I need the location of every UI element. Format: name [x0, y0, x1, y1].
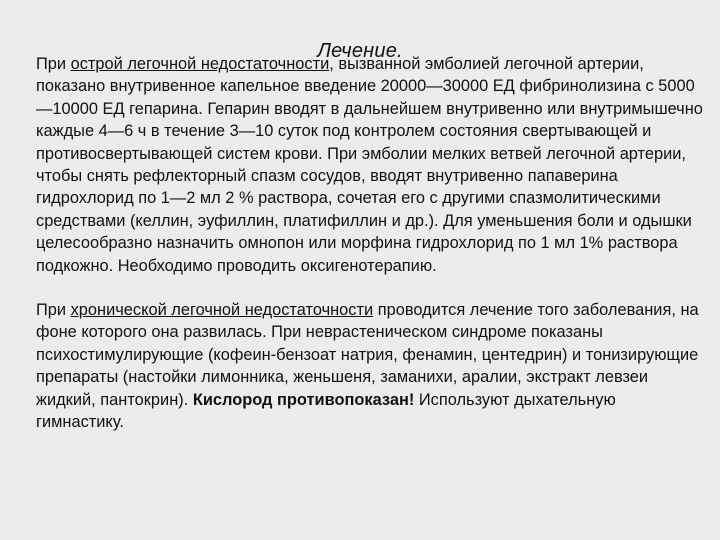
paragraph-acute	[36, 53, 704, 277]
term-acute-insufficiency: острой легочной недостаточности	[70, 55, 330, 73]
slide-title: Лечение.	[317, 40, 403, 62]
term-chronic-insufficiency: хронической легочной недостаточности	[70, 301, 374, 320]
paragraph-acute-prefix: При	[36, 55, 71, 73]
slide-body	[36, 53, 704, 434]
oxygen-warning: Кислород противопоказан!	[192, 390, 415, 409]
paragraph-chronic-suffix: Используют дыхательную гимнастику.	[36, 390, 616, 432]
paragraph-chronic	[36, 299, 704, 433]
paragraph-acute-text: , вызванной эмболией легочной артерии, показано внутривенное капельное введение 20000—30000 ЕД фибринолизина с 5000—10000 ЕД гепарина. Гепарин вводят в дальнейшем внутривенно или внутримышечно каждые 4—6 ч в течение 3—10 суток под контролем состояния свертывающей и противосвертывающей систем крови. При эмболии мелких ветвей легочной артерии, чтобы снять рефлекторный спазм сосудов, вводят внутривенно папаверина гидрохлорид по 1—2 мл 2 % раствора, сочетая его с другими спазмолитическими средствами (келлин, эуфиллин, платифиллин и др.). Для уменьшения боли и одышки целесообразно назначить омнопон или морфина гидрохлорид по 1 мл 1% раствора подкожно. Необходимо проводить оксигенотерапию.	[36, 55, 703, 275]
paragraph-chronic-prefix: При	[36, 301, 71, 320]
paragraph-chronic-text: проводится лечение того заболевания, на фоне которого она развилась. При неврастеническом синдроме показаны психостимулирующие (кофеин-бензоат натрия, фенамин, центедрин) и тонизирующие препараты (настойки лимонника, женьшеня, заманихи, аралии, экстракт левзеи жидкий, пантокрин).	[36, 301, 699, 409]
